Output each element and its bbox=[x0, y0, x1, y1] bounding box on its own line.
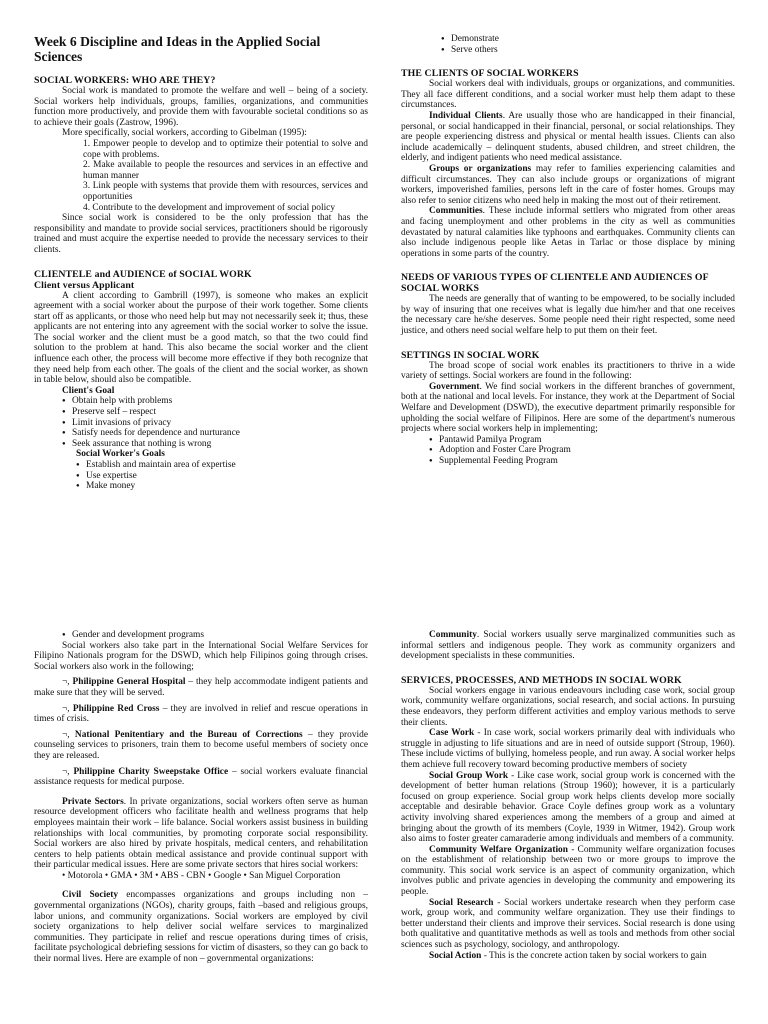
list-item: ● Use expertise bbox=[76, 471, 368, 482]
government-text: . We find social workers in the different branches of government, both at the national and local levels. For instance, they work at the Department of Social Welfare and Development (DSWD), the executive department primarily responsible for upholding the social welfare of Filipinos. Here are some of the department's numerous projects where social workers help in implementing; bbox=[401, 381, 735, 435]
groups-paragraph bbox=[401, 164, 735, 206]
pcso-text: – social workers evaluate financial assistance requests for medical purpose. bbox=[34, 766, 368, 788]
worker-goal-list bbox=[76, 460, 368, 492]
list-item: ● Obtain help with problems bbox=[62, 396, 368, 407]
pgh-text: – they help accommodate indigent patients and make sure that they will be served. bbox=[34, 677, 368, 698]
action-paragraph bbox=[401, 951, 735, 962]
individual-clients-paragraph bbox=[401, 111, 735, 164]
needs-paragraph: The needs are generally that of wanting to be empowered, to be socially included by way of insuring that one receives what is legally due him/her and that one receives the necessary care he/she deserves. Some people need their right respected, some need justice, and others need social welfare help to put them on their feet. bbox=[401, 294, 735, 337]
communities-label: Communities bbox=[429, 206, 483, 217]
community-label: Community bbox=[429, 630, 477, 640]
community-text: . Social workers usually serve marginalized communities such as informal settlers and indigenous people. They work as community organizers and development specialists in these communities. bbox=[401, 630, 735, 662]
cwo-paragraph bbox=[401, 845, 735, 898]
pcso-label: Philippine Charity Sweepstake Office bbox=[73, 766, 229, 777]
prc-text: – they are involved in relief and rescue operations in times of crisis. bbox=[34, 703, 368, 725]
prc-paragraph: ¬, Philippine Red Cross – they are involved in relief and rescue operations in times of crisis. bbox=[34, 703, 368, 725]
research-text: - Social workers undertake research when they perform case work, group work, and community welfare organization. They use their findings to better understand their clients and improve their services. Social research is done using both qualitative and quantitative methods as well as tools and methods from other social sciences such as psychology, sociology, and anthropology. bbox=[401, 897, 735, 951]
list-item: ● Pantawid Pamilya Program bbox=[429, 435, 735, 446]
list-item: ● Demonstrate bbox=[441, 34, 735, 45]
groups-label: Groups or organizations bbox=[429, 163, 532, 174]
cwo-label: Community Welfare Organization bbox=[429, 844, 568, 855]
list-item: ● Supplemental Feeding Program bbox=[429, 456, 735, 467]
clients-heading: THE CLIENTS OF SOCIAL WORKERS bbox=[401, 68, 579, 80]
group-work-text: - Like case work, social group work is concerned with the development of better human relations (Stroup 1960); however, it is a particularly focused on group experience. Social group work helps clients develop more socially acceptable and desirable behavior. Grace Coyle defines group work as a voluntary activity involving shared experiences among the members of a group and aimed at bringing about the growth of its members (Coyle, 1939 in Witmer, 1942). Group work also aims to foster greater camaraderie among individuals and members of a community. bbox=[401, 770, 735, 845]
civil-paragraph bbox=[34, 890, 368, 964]
settings-paragraph: The broad scope of social work enables its practitioners to thrive in a wide variety of settings. Social workers are found in the following: bbox=[401, 360, 735, 382]
government-paragraph bbox=[401, 382, 735, 435]
client-goal-list bbox=[62, 396, 368, 449]
group-work-label: Social Group Work bbox=[429, 770, 509, 781]
list-item: ● Preserve self – respect bbox=[62, 407, 368, 418]
needs-heading: NEEDS OF VARIOUS TYPES OF CLIENTELE AND AUDIENCES OF SOCIAL WORKS bbox=[401, 272, 709, 295]
groups-text: may refer to families experiencing calamities and difficult circumstances. They can also include groups or organizations of migrant workers, impoverished families, persons left in the care of foster homes. Groups may also refer to senior citizens who need help in making the most out of their retirement. bbox=[401, 163, 735, 206]
bottom-right-column bbox=[401, 630, 735, 961]
list-item: ● Serve others bbox=[441, 45, 735, 56]
client-paragraph: A client according to Gambrill (1997), is someone who makes an explicit agreement with a social worker about the purpose of their work together. Some clients start off as applicants, or those who need help but may not necessarily seek it; thus, these applicants are not entering into any agreement with the social worker to solve the issue. The social worker and the client must be a good match, so that the two could find solution to the problem at hand. This also became the social worker and the client influence each other, the process will become more effective if they both recognize that they need help from each other. The goals of the client and the social worker, as shown in table below, should also be compatible. bbox=[34, 290, 368, 386]
top-right-column bbox=[401, 34, 735, 467]
civil-label: Civil Society bbox=[62, 890, 119, 901]
clientele-heading: CLIENTELE and AUDIENCE of SOCIAL WORK bbox=[34, 268, 252, 280]
list-item: ● Make money bbox=[76, 481, 368, 492]
list-item: ● Gender and development programs bbox=[62, 630, 368, 641]
research-paragraph bbox=[401, 898, 735, 951]
client-goal-block bbox=[34, 386, 368, 450]
who-list-item-2: 2. Make available to people the resources and services in an effective and human manner bbox=[83, 160, 368, 181]
bottom-left-column bbox=[34, 630, 368, 965]
clients-paragraph: Social workers deal with individuals, groups or organizations, and communities. They all face different conditions, and a social worker must help them adapt to these circumstances. bbox=[401, 79, 735, 111]
worker-goal-title: Social Worker's Goals bbox=[76, 449, 165, 460]
case-work-text: - In case work, social workers primarily deal with individuals who struggle in adjusting to life situations and are in need of outside support (Stroup, 1960). These include victims of bullying, homeless people, and run away. A social worker helps them achieve full recovery toward becoming productive members of society bbox=[401, 728, 735, 770]
program-list bbox=[401, 435, 735, 467]
group-work-paragraph bbox=[401, 771, 735, 845]
companies-line: • Motorola • GMA • 3M • ABS - CBN • Google • San Miguel Corporation bbox=[62, 870, 341, 881]
case-work-label: Case Work bbox=[429, 728, 475, 739]
list-item: ● Seek assurance that nothing is wrong bbox=[62, 439, 368, 450]
cwo-text: - Community welfare organization focuses on the establishment of relationship between two or more groups to improve the community. This social work service is an aspect of community organization, which involves public and private agencies in developing the community and empowering its people. bbox=[401, 844, 735, 898]
bottom-left-paragraph-1: Social workers also take part in the International Social Welfare Services for Filipino Nationals program for the DSWD, which help Filipinos going through crises. Social workers also work in the following; bbox=[34, 640, 368, 672]
who-heading: SOCIAL WORKERS: WHO ARE THEY? bbox=[34, 75, 216, 86]
who-list-item-1: 1. Empower people to develop and to optimize their potential to solve and cope with problems. bbox=[83, 138, 368, 160]
action-text: - This is the concrete action taken by social workers to gain bbox=[481, 950, 707, 961]
case-work-paragraph bbox=[401, 728, 735, 770]
communities-paragraph bbox=[401, 206, 735, 259]
services-heading: SERVICES, PROCESSES, AND METHODS IN SOCIAL WORK bbox=[401, 674, 682, 686]
list-item: ● Satisfy needs for dependence and nurturance bbox=[62, 428, 368, 439]
action-label: Social Action bbox=[429, 950, 482, 961]
private-paragraph bbox=[34, 797, 368, 871]
pgh-paragraph: ¬, Philippine General Hospital – they help accommodate indigent patients and make sure that they will be served. bbox=[34, 677, 368, 698]
who-paragraph-3: Since social work is considered to be the only profession that has the responsibility and mandate to provide social services, practitioners should be rigorously trained and must acquire the expertise needed to provide the necessary services to their clients. bbox=[34, 213, 368, 255]
individual-text: . Are usually those who are handicapped in their financial, personal, or social handicapped in their financial, personal, or social relationships. They are people experiencing distress and physical or mental health issues. Clients can also include academically – delinquent students, abused children, and street children, the elderly, and indigent patients who need medical assistance. bbox=[401, 110, 735, 164]
top-bullets bbox=[401, 34, 735, 55]
gad-list bbox=[34, 630, 368, 641]
settings-heading: SETTINGS IN SOCIAL WORK bbox=[401, 349, 540, 361]
who-list-item-4: 4. Contribute to the development and improvement of social policy bbox=[83, 202, 336, 213]
prc-label: Philippine Red Cross bbox=[72, 703, 160, 714]
who-paragraph-2: More specifically, social workers, according to Gibelman (1995): bbox=[62, 128, 307, 139]
document-title: Week 6 Discipline and Ideas in the Applied Social Sciences bbox=[34, 34, 321, 64]
list-item: ● Limit invasions of privacy bbox=[62, 418, 368, 429]
individual-label: Individual Clients bbox=[429, 110, 503, 121]
government-label: Government bbox=[429, 381, 480, 392]
pgh-label: Philippine General Hospital bbox=[72, 677, 186, 688]
private-text: . In private organizations, social workers often serve as human resource development officers who facilitate health and wellness programs that help employees maintain their work – life balance. Social workers assist business in building relationships with local communities, by promoting corporate social responsibility. Social workers are also hired by private hospitals, medical centers, and rehabilitation centers to help patients obtain medical assistance and provide continual support with their particular medical issues. Here are some private sectors that hires social workers: bbox=[34, 796, 368, 871]
communities-text: . These include informal settlers who migrated from other areas and facing unemployment and other problems in the city as well as communities devastated by natural calamities like typhoons and earthquakes. Community clients can also include indigenous people like Aetas in Tarlac or those displace by mining operations in some parts of the country. bbox=[401, 206, 735, 259]
who-paragraph-1: Social work is mandated to promote the welfare and well – being of a society. Social workers help individuals, groups, families, organizations, and communities function more productively, and provide them with favourable societal conditions so as to achieve their goals (Zastrow, 1996). bbox=[34, 86, 368, 128]
research-label: Social Research bbox=[429, 897, 494, 908]
list-item: ● Adoption and Foster Care Program bbox=[429, 445, 735, 456]
community-paragraph bbox=[401, 630, 735, 662]
npbc-text: – they provide counseling services to prisoners, train them to become useful members of society once they are released. bbox=[34, 729, 368, 761]
services-paragraph: Social workers engage in various endeavours including case work, social group work, community welfare organizations, social research, and social actions. In pursuing these endeavors, they perform different activities and employ various methods to serve their clients. bbox=[401, 685, 735, 728]
private-label: Private Sectors bbox=[62, 796, 124, 807]
npbc-label: National Penitentiary and the Bureau of Corrections bbox=[74, 729, 303, 740]
client-vs-applicant-heading: Client versus Applicant bbox=[34, 279, 135, 291]
list-item: ● Establish and maintain area of expertise bbox=[76, 460, 368, 471]
pcso-paragraph: ¬, Philippine Charity Sweepstake Office – social workers evaluate financial assistance requests for medical purpose. bbox=[34, 766, 368, 788]
civil-text: encompasses organizations and groups including non – governmental organizations (NGOs), charity groups, faith –based and religious groups, labor unions, and community organizations. Social workers are employed by civil society organizations to help deliver social welfare services to marginalized communities. They participate in relief and rescue operations during times of crisis, facilitate psychological debriefing sessions for victim of disasters, so they can go back to their normal lives. Here are example of non – governmental organizations: bbox=[34, 890, 368, 965]
who-list-item-3: 3. Link people with systems that provide them with resources, services and opportunities bbox=[83, 181, 368, 202]
top-left-column bbox=[34, 34, 368, 492]
worker-goal-block bbox=[34, 449, 368, 491]
npbc-paragraph: ¬, National Penitentiary and the Bureau of Corrections – they provide counseling services to prisoners, train them to become useful members of society once they are released. bbox=[34, 729, 368, 761]
client-goal-title: Client's Goal bbox=[62, 385, 115, 396]
page-bottom bbox=[0, 625, 768, 1024]
